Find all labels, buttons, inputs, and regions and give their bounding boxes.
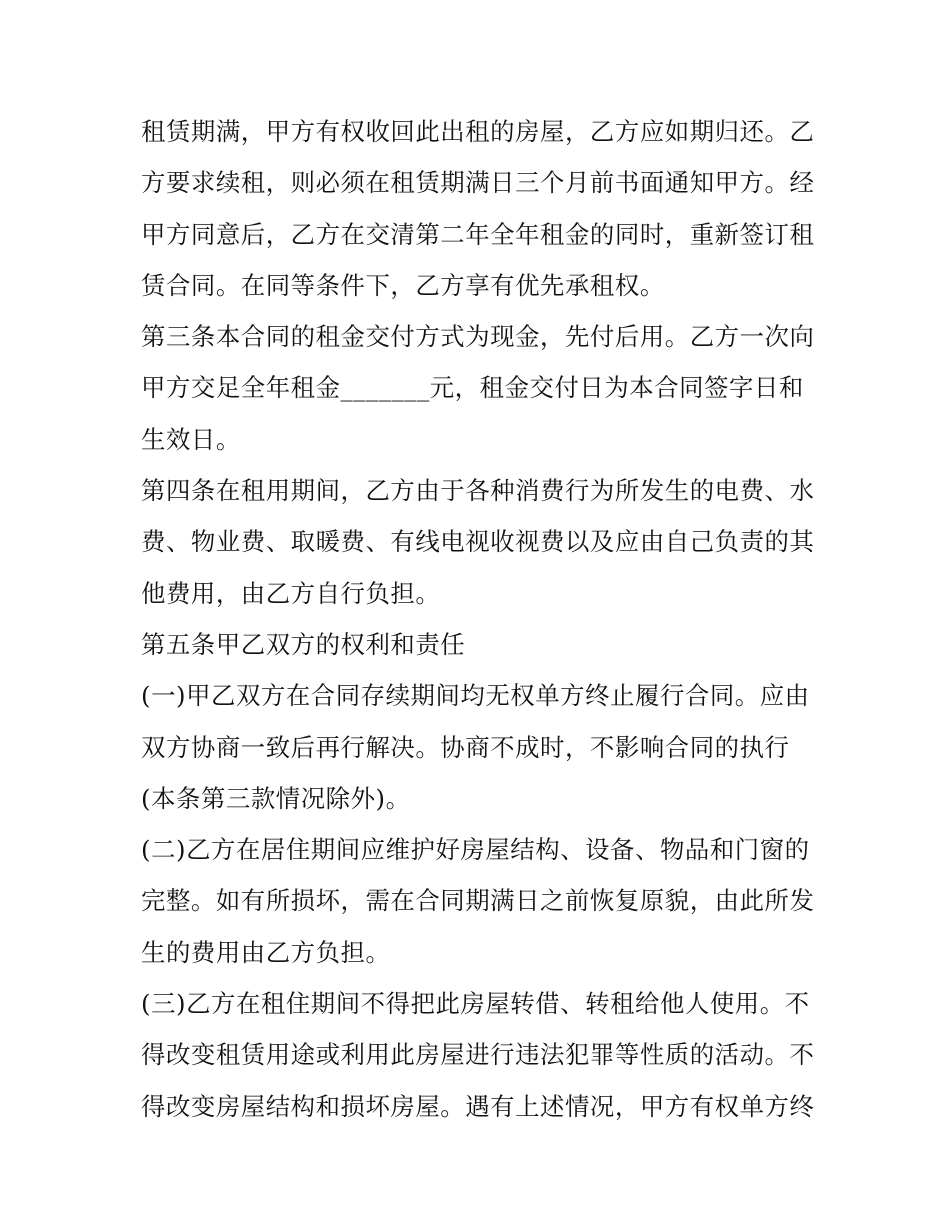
text-line: 赁合同。在同等条件下，乙方享有优先承租权。 <box>141 270 665 300</box>
text-line: 甲方同意后，乙方在交清第二年全年租金的同时，重新签订租 <box>141 219 815 249</box>
text-line: 完整。如有所损坏，需在合同期满日之前恢复原貌，由此所发 <box>141 886 815 916</box>
text-line: 双方协商一致后再行解决。协商不成时，不影响合同的执行 <box>141 732 790 762</box>
text-line: (本条第三款情况除外)。 <box>141 783 411 813</box>
text-line: 租赁期满，甲方有权收回此出租的房屋，乙方应如期归还。乙 <box>141 117 815 146</box>
text-line: 甲方交足全年租金_______元，租金交付日为本合同签字日和 <box>141 373 804 403</box>
document-body <box>141 112 813 1138</box>
text-line: 第三条本合同的租金交付方式为现金，先付后用。乙方一次向 <box>141 322 815 352</box>
text-line: (二)乙方在居住期间应维护好房屋结构、设备、物品和门窗的 <box>141 835 810 865</box>
text-line: 得改变租赁用途或利用此房屋进行违法犯罪等性质的活动。不 <box>141 1040 815 1070</box>
text-line: 他费用，由乙方自行负担。 <box>141 578 441 608</box>
text-line: 生效日。 <box>141 424 241 454</box>
text-line: (三)乙方在租住期间不得把此房屋转借、转租给他人使用。不 <box>141 989 810 1019</box>
text-line: 方要求续租，则必须在租赁期满日三个月前书面通知甲方。经 <box>141 168 815 198</box>
text-line: 生的费用由乙方负担。 <box>141 937 391 967</box>
text-line: (一)甲乙双方在合同存续期间均无权单方终止履行合同。应由 <box>141 681 810 711</box>
text-line: 第四条在租用期间，乙方由于各种消费行为所发生的电费、水 <box>141 476 815 506</box>
text-line: 第五条甲乙双方的权利和责任 <box>141 629 466 659</box>
text-line: 得改变房屋结构和损坏房屋。遇有上述情况，甲方有权单方终 <box>141 1091 815 1121</box>
text-line: 费、物业费、取暖费、有线电视收视费以及应由自己负责的其 <box>141 527 815 557</box>
